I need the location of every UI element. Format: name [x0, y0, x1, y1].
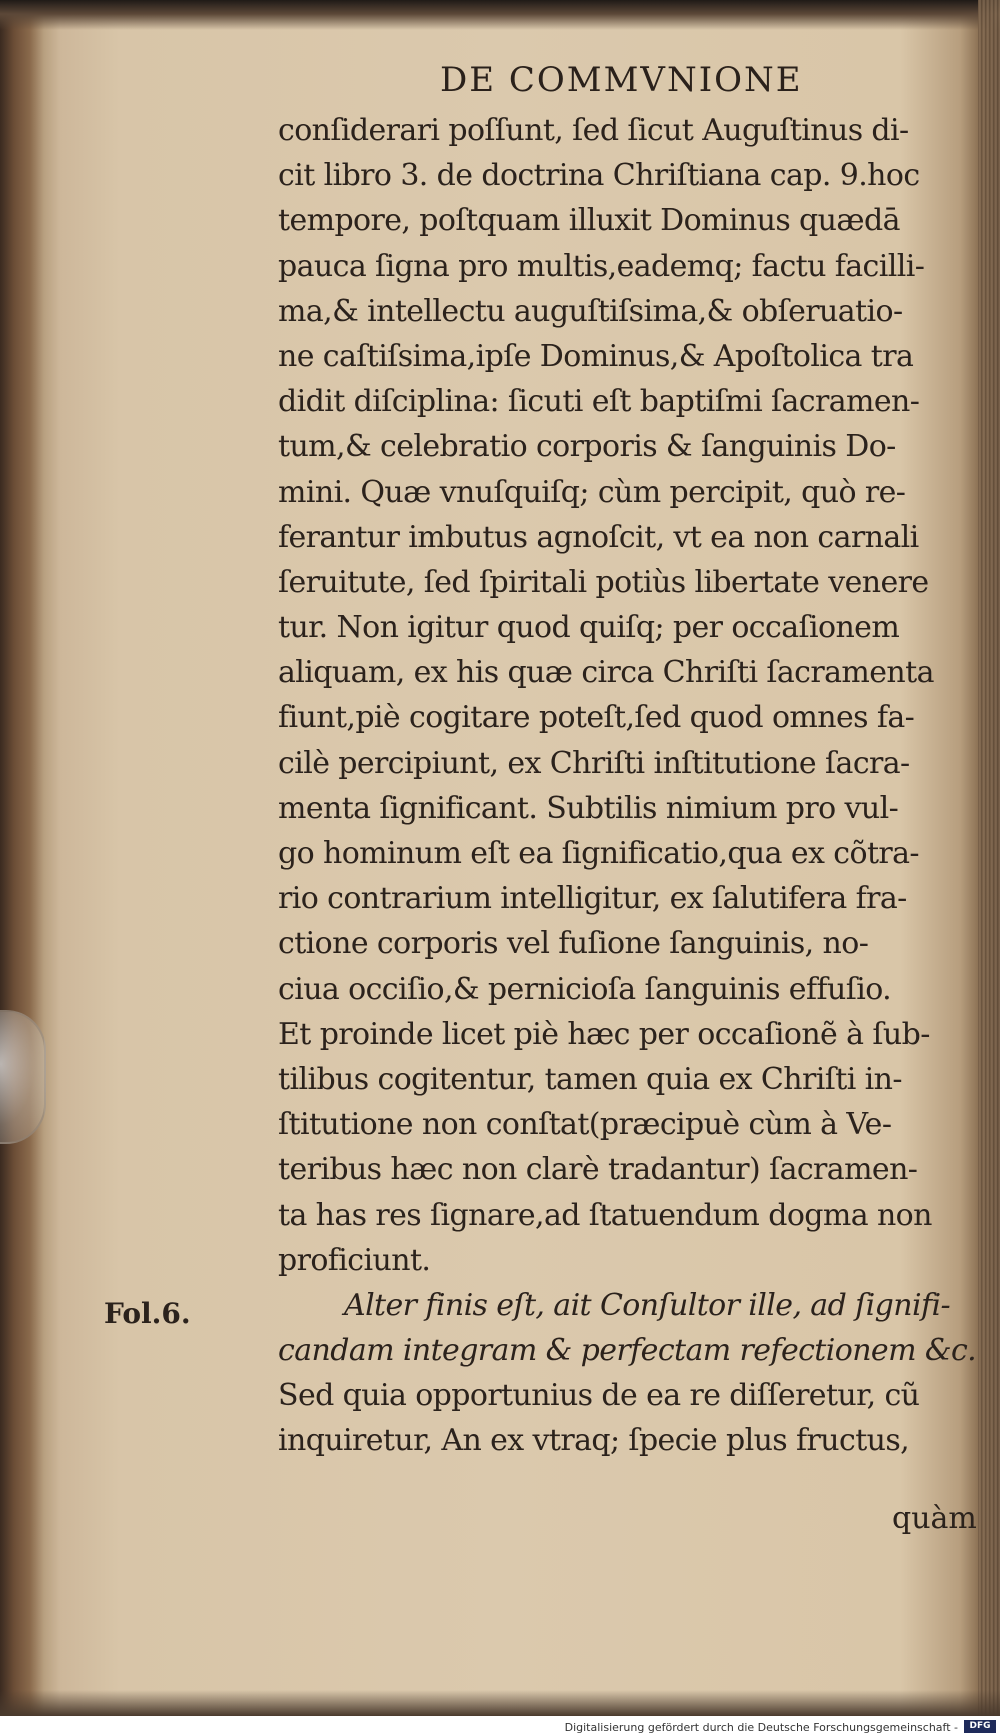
body-line: pauca ſigna pro multis,eademq; factu facilli-	[278, 248, 925, 284]
body-line: tempore, poſtquam illuxit Dominus quædā	[278, 203, 900, 239]
body-line: menta ſignificant. Subtilis nimium pro vul-	[278, 790, 899, 826]
body-line: cilè percipiunt, ex Chriſti inſtitutione ſacra-	[278, 745, 910, 781]
body-line: mini. Quæ vnuſquiſq; cùm percipit, quò re-	[278, 474, 906, 510]
body-line: tilibus cogitentur, tamen quia ex Chriſti in-	[278, 1061, 902, 1097]
catchword: quàm	[892, 1501, 977, 1536]
body-line: tum,& celebratio corporis & ſanguinis Do-	[278, 429, 896, 465]
page-edges	[978, 0, 1000, 1716]
body-line: teribus hæc non clarè tradantur) ſacramen-	[278, 1152, 918, 1188]
dfg-logo: DFG	[964, 1720, 996, 1733]
body-line: ſeruitute, ſed ſpiritali potiùs libertate venere	[278, 564, 929, 600]
body-line: ctione corporis vel fuſione ſanguinis, no-	[278, 926, 869, 962]
page-bottom-shadow	[0, 1690, 1000, 1716]
body-line: ferantur imbutus agnoſcit, vt ea non carnali	[278, 519, 919, 555]
page-clip	[0, 1010, 46, 1144]
footer-bar	[0, 1716, 1000, 1736]
body-line: fiunt,piè cogitare poteſt,ſed quod omnes fa-	[278, 700, 915, 736]
body-line: cit libro 3. de doctrina Chriſtiana cap. 9.hoc	[278, 158, 920, 194]
italic-quote-line: candam integram & perfectam refectionem &c.	[278, 1333, 977, 1369]
body-line: Sed quia opportunius de ea re diſſeretur, cũ	[278, 1378, 920, 1414]
body-line: proficiunt.	[278, 1242, 431, 1278]
body-line: ne caſtiſsima,ipſe Dominus,& Apoſtolica tra	[278, 338, 914, 374]
running-head: DE COMMVNIONE	[440, 60, 803, 100]
body-line: ſtitutione non conſtat(præcipuè cùm à Ve-	[278, 1107, 892, 1143]
body-line: ta has res ſignare,ad ſtatuendum dogma non	[278, 1197, 932, 1233]
italic-quote-line: Alter finis eſt, ait Conſultor ille, ad ſignifi-	[344, 1287, 950, 1323]
body-line: ciua occiſio,& pernicioſa ſanguinis effuſio.	[278, 971, 892, 1007]
margin-note: Fol.6.	[104, 1297, 191, 1330]
body-line: inquiretur, An ex vtraq; ſpecie plus fructus,	[278, 1423, 910, 1459]
body-line: conſiderari poſſunt, ſed ſicut Auguſtinus di-	[278, 113, 909, 148]
body-line: ma,& intellectu auguſtiſsima,& obſeruatio-	[278, 293, 903, 329]
body-line: go hominum eſt ea ſignificatio,qua ex cõtra-	[278, 836, 919, 871]
body-line: tur. Non igitur quod quiſq; per occaſionem	[278, 610, 900, 646]
body-line: rio contrarium intelligitur, ex ſalutifera fra-	[278, 881, 907, 917]
page-top-shadow	[0, 0, 1000, 30]
body-line: didit diſciplina: ſicuti eſt baptiſmi ſacramen-	[278, 384, 920, 420]
text-block	[278, 108, 978, 1464]
footer-credit: Digitalisierung gefördert durch die Deutsche Forschungsgemeinschaft -	[564, 1721, 958, 1734]
body-line: Et proinde licet piè hæc per occaſionẽ à ſub-	[278, 1016, 930, 1052]
body-line: aliquam, ex his quæ circa Chriſti ſacramenta	[278, 655, 934, 691]
